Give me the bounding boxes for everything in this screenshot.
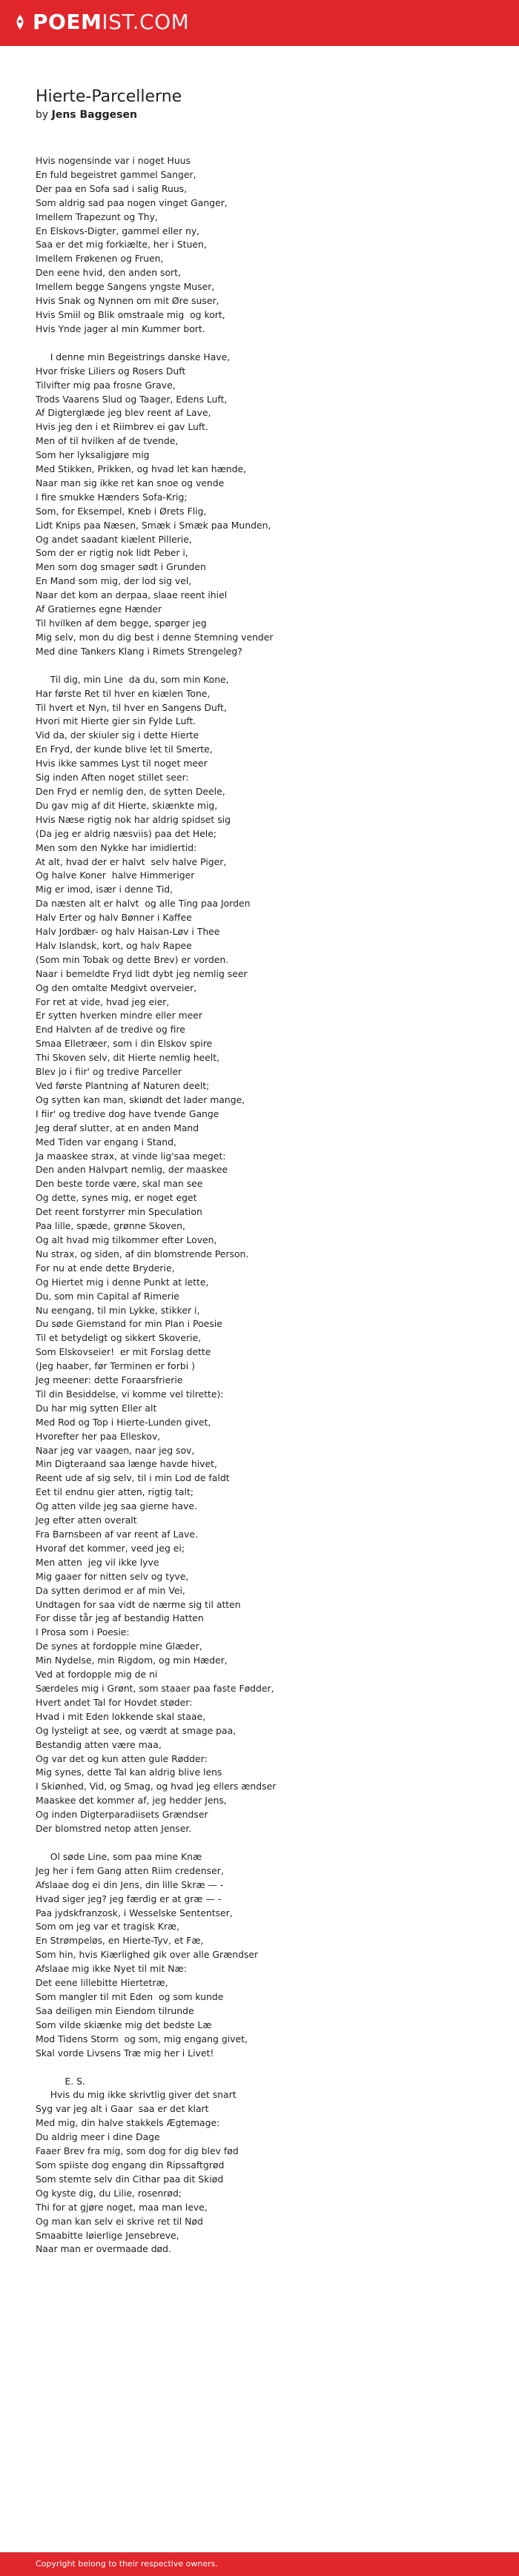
poem-line: En Mand som mig, der lod sig vel, <box>36 575 192 587</box>
poem-line: Bestandig atten være maa, <box>36 1738 162 1750</box>
poem-line: Da næsten alt er halvt og alle Ting paa Jorden <box>36 898 251 910</box>
poem-line: (Som min Tobak og dette Brev) er vorden. <box>36 953 229 965</box>
poem-line: De synes at fordopple mine Glæder, <box>36 1640 202 1652</box>
quill-icon <box>12 14 28 30</box>
poem-line: Ved første Plantning af Naturen deelt; <box>36 1080 210 1091</box>
poem-line: Og atten vilde jeg saa gierne have. <box>36 1500 197 1512</box>
poem-line: Er sytten hverken mindre eller meer <box>36 1010 203 1022</box>
poem-line: Lidt Knips paa Næsen, Smæk i Smæk paa Munden, <box>36 519 271 531</box>
copyright-notice: Copyright belong to their respective owners. <box>36 2559 218 2569</box>
poem-line: (Jeg haaber, før Terminen er forbi ) <box>36 1360 195 1372</box>
poem-line: Til hvert et Nyn, til hver en Sangens Duft, <box>36 701 227 713</box>
poem-line: Og alt hvad mig tilkommer efter Loven, <box>36 1234 217 1245</box>
poem-line: I fiir' og tredive dog have tvende Gange <box>36 1107 222 1119</box>
poem-line: Særdeles mig i Grønt, som staaer paa faste Fødder, <box>36 1682 274 1694</box>
footer-bar <box>0 2552 519 2576</box>
poem-line: Mig gaaer for nitten selv og tyve, <box>36 1570 189 1582</box>
poem-stanza <box>36 2075 495 2257</box>
poem-line: Hvis ikke sammes Lyst til noget meer <box>36 758 208 769</box>
poem-line: Paa jydskfranzosk, i Wesselske Sententser, <box>36 1907 233 1918</box>
poem-title: Hierte-Parcellerne <box>36 87 182 106</box>
poem-line: Har første Ret til hver en kiælen Tone, <box>36 687 211 699</box>
poem-line: Halv Jordbær- og halv Haisan-Løv i Thee <box>36 926 223 938</box>
poem-line: Naar i bemeldte Fryd lidt dybt jeg nemlig seer <box>36 967 248 979</box>
poem-line: Som stemte selv din Cithar paa dit Skiød <box>36 2173 227 2185</box>
poem-line: Og sytten kan man, skiøndt det lader mange, <box>36 1093 245 1105</box>
poem-line: End Halvten af de tredive og fire <box>36 1024 185 1036</box>
poem-line: Men atten jeg vil ikke lyve <box>36 1556 162 1568</box>
poem-line: Min Nydelse, min Rigdom, og min Hæder, <box>36 1655 228 1666</box>
poem-line: Undtagen for saa vidt de nærme sig til atten <box>36 1598 244 1610</box>
poem-line: Med Stikken, Prikken, og hvad let kan hænde, <box>36 463 247 475</box>
poem-line: At alt, hvad der er halvt selv halve Piger, <box>36 855 227 867</box>
poem-line: Jeg efter atten overalt <box>36 1514 137 1526</box>
poem-line: Mod Tidens Storm og som, mig engang givet, <box>36 2033 248 2044</box>
poem-line: Og andet saadant kiælent Pillerie, <box>36 533 192 545</box>
poem-line: Som hin, hvis Kiærlighed gik over alle Grændser <box>36 1949 262 1961</box>
poem-line: Mig synes, dette Tal kan aldrig blive lens <box>36 1767 222 1778</box>
poem-line: Afslaae mig ikke Nyet til mit Næ: <box>36 1963 187 1975</box>
poem-line: Thi for at gjøre noget, maa man leve, <box>36 2201 208 2213</box>
poem-line: Som, for Eksempel, Kneb i Ørets Flig, <box>36 505 207 517</box>
poem-line: Hvis nogensinde var i noget Huus <box>36 155 191 166</box>
poem-line: Hvis Ynde jager al min Kummer bort. <box>36 322 205 334</box>
poem-line: Til et betydeligt og sikkert Skoverie, <box>36 1332 202 1344</box>
poem-line: Hvis Næse rigtig nok har aldrig spidset sig <box>36 813 231 825</box>
poem-line: Som spiiste dog engang din Ripssaftgrød <box>36 2159 228 2171</box>
poem-line: Og halve Koner halve Himmeriger <box>36 870 198 881</box>
poem-line: Hvis Snak og Nynnen om mit Øre suser, <box>36 295 219 307</box>
poem-line: Nu strax, og siden, af din blomstrende Person. <box>36 1248 249 1259</box>
poem-line: Som om jeg var et tragisk Kræ, <box>36 1921 180 1933</box>
poem-line: Med mig, din halve stakkels Ægtemage: <box>36 2117 220 2129</box>
poem-line: Der blomstred netop atten Jenser. <box>36 1823 192 1835</box>
poem-line: Jeg her i fem Gang atten Riim credenser, <box>36 1864 224 1876</box>
poem-line: Naar man er overmaade død. <box>36 2243 171 2255</box>
poem-line: Men som den Nykke har imidlertid: <box>36 841 197 853</box>
poem-line: Jeg meener: dette Foraarsfrierie <box>36 1374 183 1386</box>
poem-line: Smaabitte løierlige Jensebreve, <box>36 2229 179 2241</box>
poem-line: Eet til endnu gier atten, rigtig talt; <box>36 1486 194 1498</box>
poem-line: I Prosa som i Poesie: <box>36 1626 130 1638</box>
byline <box>36 108 495 122</box>
poem-line: Du aldrig meer i dine Dage <box>36 2131 160 2143</box>
poem-line: Nu eengang, til min Lykke, stikker i, <box>36 1304 200 1316</box>
poem-line: Men of til hvilken af de tvende, <box>36 435 179 447</box>
poem-line: Hvis Smiil og Blik omstraale mig og kort, <box>36 308 225 320</box>
poem-line: Den Fryd er nemlig den, de sytten Deele, <box>36 785 225 797</box>
poem-line: Hvis jeg den i et Riimbrev ei gav Luft. <box>36 421 208 433</box>
poem-line: Ja maaskee strax, at vinde lig'saa meget: <box>36 1150 226 1162</box>
poem-line: Og man kan selv ei skrive ret til Nød <box>36 2215 203 2227</box>
poem-line: Hvor friske Liliers og Rosers Duft <box>36 365 186 377</box>
poem-line: Maaskee det kommer af, jeg hedder Jens, <box>36 1795 227 1807</box>
poem-line: Til hvilken af dem begge, spørger jeg <box>36 617 207 629</box>
poem-body <box>36 154 495 2257</box>
poem-line: For nu at ende dette Bryderie, <box>36 1262 175 1274</box>
poem-line: Til dig, min Line da du, som min Kone, <box>36 673 229 685</box>
poem-line: Med Rod og Top i Hierte-Lunden givet, <box>36 1416 211 1428</box>
poem-line: Vid da, der skiuler sig i dette Hierte <box>36 729 199 741</box>
poem-line: I fire smukke Hænders Sofa-Krig; <box>36 491 188 503</box>
byline-prefix: by <box>36 109 49 121</box>
poem-line: Og den omtalte Medgivt overveier, <box>36 981 197 993</box>
poem-line: Hvis du mig ikke skrivtlig giver det snart <box>36 2089 239 2101</box>
poem-line: Imellem Trapezunt og Thy, <box>36 211 158 222</box>
poem-line: Imellem Frøkenen og Fruen, <box>36 253 164 265</box>
poem-line: Mig er imod, især i denne Tid, <box>36 884 173 895</box>
poem-line: Som mangler til mit Eden og som kunde <box>36 1991 224 2002</box>
poem-line: Mig selv, mon du dig best i denne Stemning vender <box>36 631 274 643</box>
poem-line: Halv Erter og halv Bønner i Kaffee <box>36 912 195 924</box>
poem-line: Thi Skoven selv, dit Hierte nemlig heelt, <box>36 1052 220 1064</box>
poem-line: Paa lille, spæde, grønne Skoven, <box>36 1220 185 1232</box>
poem-line: Du har mig sytten Eller alt <box>36 1402 157 1414</box>
poem-line: Min Digteraand saa længe havde hivet, <box>36 1458 217 1470</box>
poem-line: Og kyste dig, du Lilie, rosenrød; <box>36 2187 182 2199</box>
poem-line: Du, som min Capital af Rimerie <box>36 1290 179 1302</box>
poem-line: Smaa Elletræer, som i din Elskov spire <box>36 1038 216 1050</box>
poem-line: Da sytten derimod er af min Vei, <box>36 1584 185 1596</box>
poem-line: Som Elskovseier! er mit Forslag dette <box>36 1346 211 1358</box>
site-logo-text: POEMIST.COM <box>33 10 190 34</box>
poem-line: Skal vorde Livsens Træ mig her i Livet! <box>36 2047 214 2059</box>
poem-line: Det reent forstyrrer min Speculation <box>36 1206 202 1218</box>
poem-line: Saa deiligen min Eiendom tilrunde <box>36 2004 197 2016</box>
poem-line: Afslaae dog ei din Jens, din lille Skræ — - <box>36 1878 224 1890</box>
poem-line: For ret at vide, hvad jeg eier, <box>36 996 170 1007</box>
poem-line: Af Gratiernes egne Hænder <box>36 603 165 615</box>
poem-line: Du søde Giemstand for min Plan i Poesie <box>36 1318 222 1330</box>
poem-line: Hvori mit Hierte gier sin Fylde Luft. <box>36 715 196 727</box>
poem-line: I Skiønhed, Vid, og Smag, og hvad jeg ellers ændser <box>36 1781 280 1792</box>
poem-line: Der paa en Sofa sad i salig Ruus, <box>36 182 188 194</box>
poem-line: Og dette, synes mig, er noget eget <box>36 1192 200 1204</box>
author-link[interactable]: Jens Baggesen <box>51 109 137 121</box>
poem-line: Og Hiertet mig i denne Punkt at lette, <box>36 1276 209 1288</box>
poem-line: Imellem begge Sangens yngste Muser, <box>36 281 215 293</box>
poem-line: Du gav mig af dit Hierte, skiænkte mig, <box>36 799 218 811</box>
poem-line: En Fryd, der kunde blive let til Smerte, <box>36 744 213 755</box>
poem-line: Men som dog smager sødt i Grunden <box>36 561 206 573</box>
poem-stanza <box>36 673 495 1836</box>
poem-line: Med dine Tankers Klang i Rimets Strengeleg? <box>36 645 242 657</box>
top-navigation-bar <box>0 0 519 46</box>
poem-line: Reent ude af sig selv, til i min Lod de faldt <box>36 1472 233 1484</box>
poem-line: Med Tiden var engang i Stand, <box>36 1136 176 1148</box>
poem-stanza <box>36 154 495 337</box>
poem-line: Halv Islandsk, kort, og halv Rapee <box>36 939 192 951</box>
poem-line: Som her lyksaligjøre mig <box>36 449 150 461</box>
poem-stanza <box>36 1850 495 2061</box>
poem-stanza <box>36 351 495 659</box>
poem-line: En fuld begeistret gammel Sanger, <box>36 168 196 180</box>
poem-line: En Strømpeløs, en Hierte-Tyv, et Fæ, <box>36 1935 204 1947</box>
poem-line: Hvorefter her paa Elleskov, <box>36 1430 161 1442</box>
poem-line: Naar man sig ikke ret kan snoe og vende <box>36 477 225 489</box>
poem-line: Ol søde Line, som paa mine Knæ <box>36 1850 202 1862</box>
poem-line: For disse tår jeg af bestandig Hatten <box>36 1612 204 1624</box>
poem-line: Som aldrig sad paa nogen vinget Ganger, <box>36 196 228 208</box>
poem-line: Naar det kom an derpaa, slaae reent ihiel <box>36 589 228 601</box>
poem-line: Hvoraf det kommer, veed jeg ei; <box>36 1542 185 1554</box>
poem-line: Den beste torde være, skal man see <box>36 1178 206 1190</box>
poem-line: (Da jeg er aldrig næsviis) paa det Hele; <box>36 827 217 839</box>
poem-line: Saa er det mig forkiælte, her i Stuen, <box>36 239 207 251</box>
poem-line: Som der er rigtig nok lidt Peber i, <box>36 547 188 559</box>
poem-line: Af Digterglæde jeg blev reent af Lave, <box>36 407 211 419</box>
poem-line: Fra Barnsbeen af var reent af Lave. <box>36 1529 198 1540</box>
poem-line: Syg var jeg alt i Gaar saa er det klart <box>36 2103 209 2115</box>
poem-line: Og var det og kun atten gule Rødder: <box>36 1752 208 1764</box>
poem-line: Den eene hvid, den anden sort, <box>36 267 181 279</box>
poem-line: Og inden Digterparadiisets Grændser <box>36 1809 208 1821</box>
poem-line: Naar jeg var vaagen, naar jeg sov, <box>36 1444 195 1456</box>
poem-line: Hvad i mit Eden lokkende skal staae, <box>36 1710 206 1722</box>
poem-line: Til din Besiddelse, vi komme vel tilrette): <box>36 1388 224 1400</box>
poem-line: Trods Vaarens Slud og Taager, Edens Luft, <box>36 393 228 405</box>
poem-line: En Elskovs-Digter, gammel eller ny, <box>36 225 200 236</box>
poem-line: Som vilde skiænke mig det bedste Læ <box>36 2019 212 2030</box>
poem-line: Hvad siger jeg? jeg færdig er at græ — - <box>36 1893 222 1904</box>
poem-line: Blev jo i fiir' og tredive Parceller <box>36 1066 182 1078</box>
poem-line: Tilvifter mig paa frosne Grave, <box>36 379 176 391</box>
poem-line: E. S. <box>36 2075 85 2087</box>
poem-line: Ved at fordopple mig de ni <box>36 1669 161 1681</box>
poem-line: Faaer Brev fra mig, som dog for dig blev fød <box>36 2145 242 2157</box>
poem-article <box>36 87 495 2271</box>
site-logo-link[interactable] <box>12 9 189 36</box>
poem-line: Det eene lillebitte Hiertetræ, <box>36 1977 168 1989</box>
poem-line: Jeg deraf slutter, at en anden Mand <box>36 1122 199 1133</box>
poem-line: Og lysteligt at see, og værdt at smage paa, <box>36 1724 237 1736</box>
poem-line: Den anden Halvpart nemlig, der maaskee <box>36 1164 228 1176</box>
poem-line: I denne min Begeistrings danske Have, <box>36 351 231 362</box>
poem-line: Hvert andet Tal for Hovdet støder: <box>36 1696 193 1708</box>
poem-line: Sig inden Aften noget stillet seer: <box>36 772 189 784</box>
